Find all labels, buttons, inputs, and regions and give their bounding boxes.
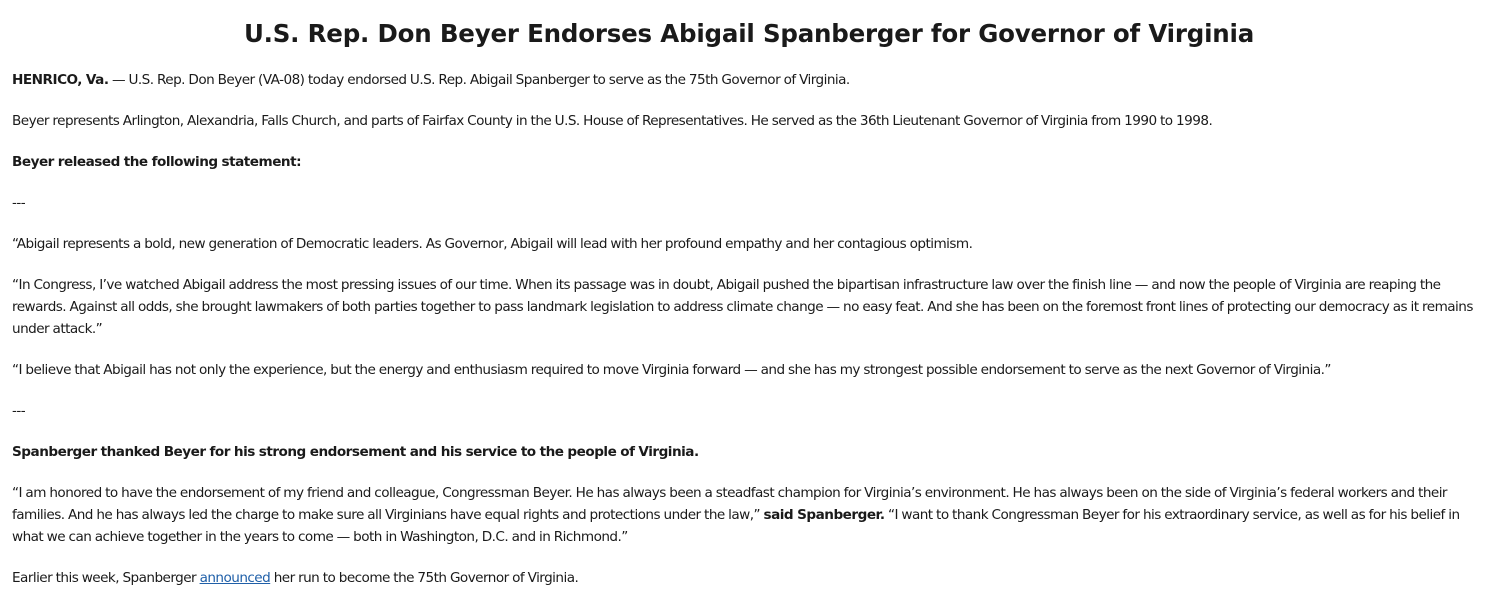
quote-paragraph-2: “In Congress, I’ve watched Abigail address the most pressing issues of our time. When its passage was in doubt, Abigail pushed the bipartisan infrastructure law over the finish line — and now the people of Virginia are reaping the rewards. Against all odds, she brought lawmakers of both parties together to pass landmark legislation to address climate change — no easy feat. And she has been on the foremost front lines of protecting our democracy as it remains under attack.” bbox=[12, 277, 1473, 337]
closing-text-after: her run to become the 75th Governor of Virginia. bbox=[270, 570, 579, 586]
closing-text-before: Earlier this week, Spanberger bbox=[12, 570, 200, 586]
spanberger-quote bbox=[12, 482, 1486, 548]
thanks-intro: Spanberger thanked Beyer for his strong endorsement and his service to the people of Virginia. bbox=[12, 444, 699, 460]
spanberger-quote-part-2: “I want to thank Congressman Beyer for his extraordinary service, as well as for his belief in what we can achieve together in the years to come — both in Washington, D.C. and in Richmond.” bbox=[12, 507, 1460, 545]
attribution: said Spanberger. bbox=[763, 507, 885, 523]
announced-link[interactable]: announced bbox=[199, 570, 271, 586]
quote-paragraph-3: “I believe that Abigail has not only the experience, but the energy and enthusiasm required to move Virginia forward — and she has my strongest possible endorsement to serve as the next Governor of Virginia.” bbox=[12, 362, 1331, 378]
article-title: U.S. Rep. Don Beyer Endorses Abigail Spanberger for Governor of Virginia bbox=[243, 19, 1255, 48]
quote-paragraph-1: “Abigail represents a bold, new generation of Democratic leaders. As Governor, Abigail will lead with her profound empathy and her contagious optimism. bbox=[12, 236, 973, 252]
separator-top: --- bbox=[12, 195, 26, 211]
lead-paragraph bbox=[12, 69, 1486, 91]
spanberger-quote-part-1: “I am honored to have the endorsement of my friend and colleague, Congressman Beyer. He has always been a steadfast champion for Virginia’s environment. He has always been on the side of Virginia’s federal workers and their families. And he has always led the charge to make sure all Virginians have equal rights and protections under the law,” bbox=[12, 485, 1447, 523]
statement-intro: Beyer released the following statement: bbox=[12, 154, 302, 170]
separator-bottom: --- bbox=[12, 403, 26, 419]
dateline: HENRICO, Va. bbox=[12, 72, 109, 88]
bio-paragraph: Beyer represents Arlington, Alexandria, Falls Church, and parts of Fairfax County in the U.S. House of Representatives. He served as the 36th Lieutenant Governor of Virginia from 1990 to 1998. bbox=[12, 113, 1213, 129]
closing-paragraph bbox=[12, 567, 1486, 589]
lead-text: — U.S. Rep. Don Beyer (VA-08) today endorsed U.S. Rep. Abigail Spanberger to serve as the 75th Governor of Virginia. bbox=[108, 72, 850, 88]
